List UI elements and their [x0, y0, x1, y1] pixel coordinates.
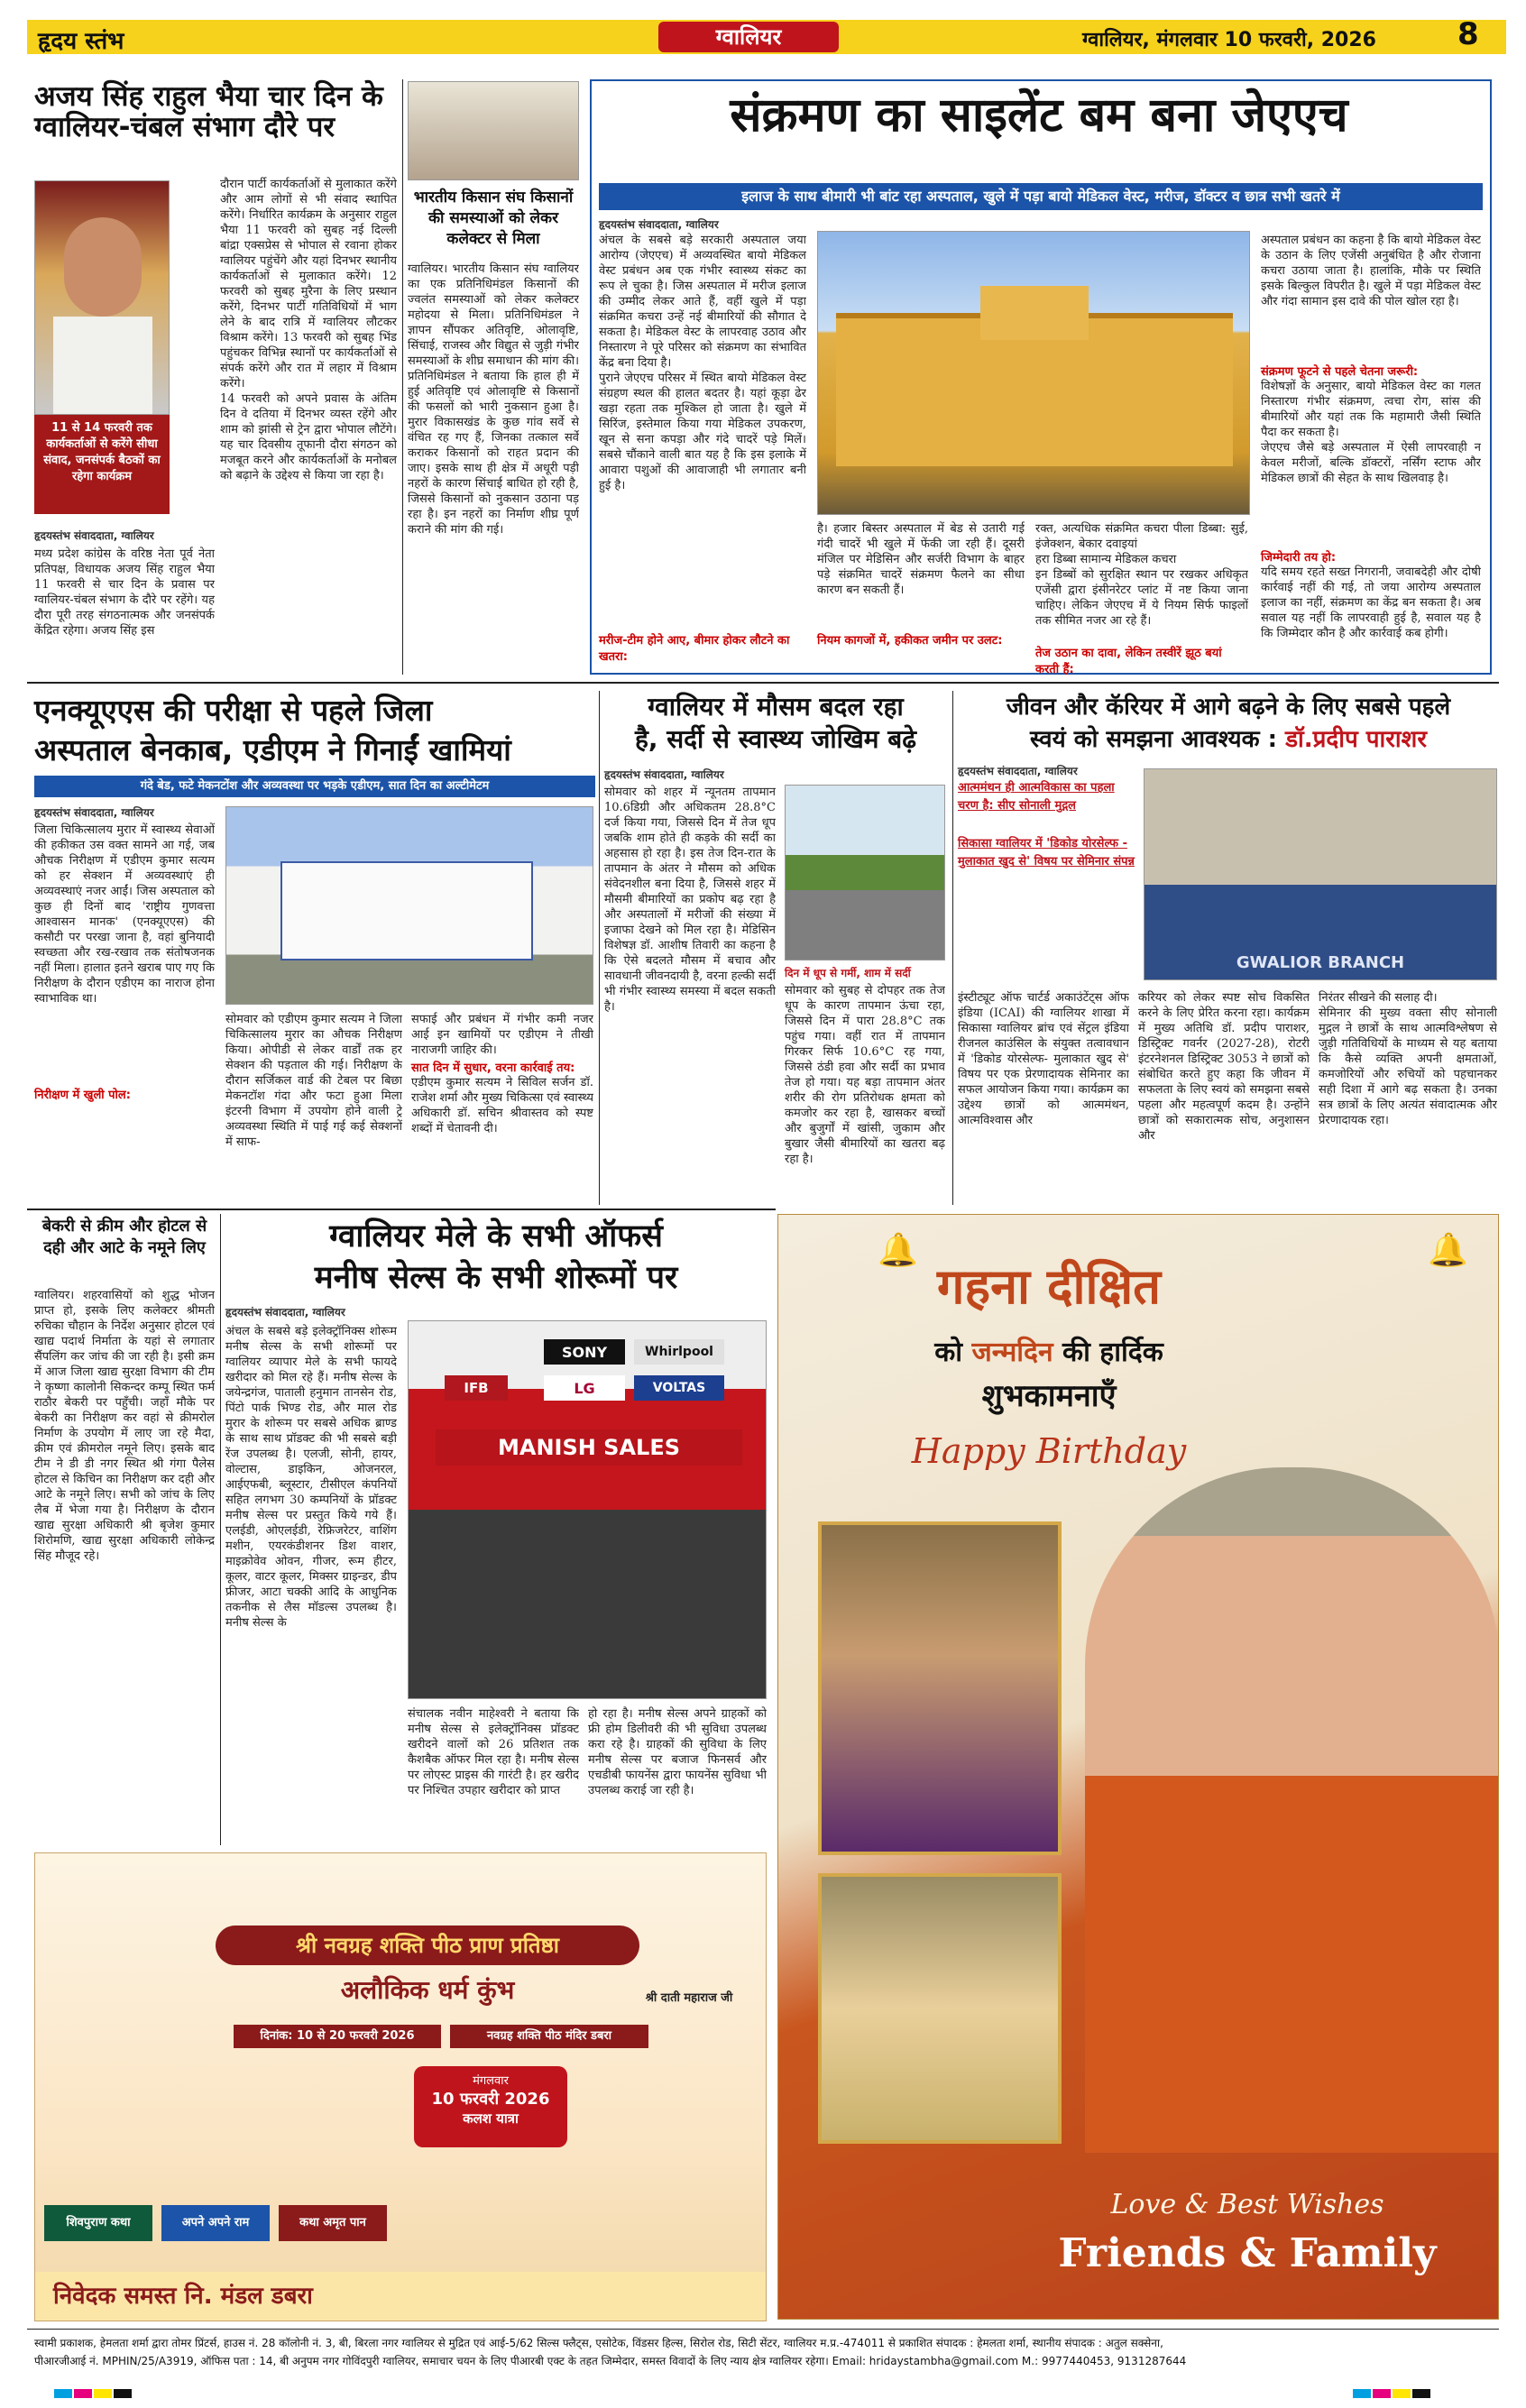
story5-headline: ग्वालियर में मौसम बदल रहा है, सर्दी से स्वास्थ्य जोखिम बढ़े: [635, 692, 916, 754]
brand-lg: LG: [544, 1375, 625, 1401]
story6-body1: इंस्टीट्यूट ऑफ चार्टर्ड अकाउंटेंट्स ऑफ इंडिया (ICAI) की ग्वालियर शाखा में सिकासा ग्वालियर ब्रांच एवं सेंट्रल इंडिया रीजनल काउंसिल के संयुक्त तत्वावधान में 'डिकोड योरसेल्फ- मुलाकात खुद से' विषय पर एक प्रेरणादायक सेमिनार का सफल आयोजन किया गया। कार्यक्रम का उद्देश्य छात्रों को आत्ममंथन, आत्मविश्वास और: [958, 991, 1129, 1127]
story5-byline: हृदयस्तंभ संवाददाता, ग्वालियर: [604, 768, 724, 781]
ad-temple-subtitle: अलौकिक धर्म कुंभ: [340, 1975, 515, 2005]
masthead: [0, 0, 1526, 70]
story3-body4b: विशेषज्ञों के अनुसार, बायो मेडिकल वेस्ट का गलत निस्तारण गंभीर संक्रमण, त्वचा रोग, सांस की बीमारियों और यहां तक कि महामारी जैसी स्थिति पैदा कर सकता है। जेएएच जैसे बड़े अस्पताल में ऐसी लापरवाही न केवल मरीजों, बल्कि डॉक्टरों, नर्सिंग स्टाफ और मेडिकल छात्रों की सेहत के साथ खिलवाड़ है।: [1261, 380, 1481, 485]
brand-ifb: IFB: [445, 1375, 508, 1401]
story1-body2: दौरान पार्टी कार्यकर्ताओं से मुलाकात करेंगे और आम लोगों से भी संवाद स्थापित करेंगे। निर्धारित कार्यक्रम के अनुसार राहुल भैया 11 फरवरी को सुबह नई दिल्ली बांद्रा एक्सप्रेस से भोपाल से रवाना होकर ग्वालियर पहुंचेंगे और यहां दिनभर स्थानीय कार्यकर्ताओं से मुलाकात करेंगे। 12 फरवरी को सुबह मुरैना के लिए प्रस्थान करेंगे, दिनभर पार्टी गतिविधियों में भाग लेने के बाद रात्रि में ग्वालियर लौटकर विश्राम करेंगे। 13 फरवरी को सुबह भिंड पहुंचकर विभिन्न स्थानों पर कार्यकर्ताओं से संपर्क करेंगे और रात में लहार में विश्राम करेंगे। 14 फरवरी को अपने प्रवास के अंतिम दिन वे दतिया में दिनभर व्यस्त रहेंगे और शाम को झांसी से ट्रेन द्वारा भोपाल लौटेंगे। यह चार दिवसीय तूफानी दौरा संगठन को मजबूत करने और कार्यकर्ताओं के मनोबल को बढ़ाने के उद्देश्य से किया जा रहा है।: [220, 178, 397, 483]
story8-body1: अंचल के सबसे बड़े इलेक्ट्रॉनिक्स शोरूम मनीष सेल्स के सभी शोरूमों पर ग्वालियर व्यापार मेले के सभी फायदे खरीदार को मिल रहे हैं। मनीष सेल्स के जयेन्द्रगंज, पाताली हनुमान तानसेन रोड, पिंटो पार्क भिण्ड रोड, और माल रोड मुरार के शोरूम पर सबसे अधिक ब्राण्ड के साथ साथ प्रॉडक्ट की भी सबसे बड़ी रेंज उपलब्ध है। एलजी, सोनी, हायर, वोल्टास, डाइकिन, ओजनरल, आईएफबी, ब्लूस्टार, टीसीएल कंपनियों सहित लगभग 30 कम्पनियों के प्रॉडक्ट मनीष सेल्स पर प्रस्तुत किये गये हैं। एलईडी, ओएलईडी, रेफ्रिजरेटर, वाशिंग मशीन, एयरकंडीशनर डिश वाशर, माइक्रोवेव ओवन, गीजर, रूम हीटर, कूलर, वाटर कूलर, मिक्सर ग्राइन्डर, डीप फ्रीजर, आटा चक्की आदि के आधुनिक तकनीक से लैस मॉडल्स उपलब्ध है। मनीष सेल्स के: [225, 1325, 397, 1630]
story8-shop-photo: [408, 1320, 767, 1699]
brand-voltas: VOLTAS: [634, 1375, 724, 1401]
story4-body2: सोमवार को एडीएम कुमार सत्यम ने जिला चिकित्सालय मुरार का औचक निरीक्षण किया। ओपीडी से लेकर वार्डों तक हर सेक्शन की पड़ताल की गई। निरीक्षण के दौरान सर्जिकल वार्ड की टेबल पर बिछा मेकनटॉश गंदा और फटा हुआ मिला इंटरनी विभाग में उपयोग होने वाली ट्रे अव्यवस्था स्थिति में पाई गई कई सेक्शनों में साफ-: [225, 1013, 402, 1149]
story7-headline: बेकरी से क्रीम और होटल से दही और आटे के नमूने लिए: [41, 1217, 207, 1257]
story6-body3: निरंतर सीखने की सलाह दी। सेमिनार की मुख्य वक्ता सीए सोनाली मुद्गल ने छात्रों के साथ आत्मविश्लेषण से जुड़ी गतिविधियों के माध्यम से यह बताया कि कैसे व्यक्ति अपनी क्षमताओं, कमजोरियों और रुचियों को पहचानकर सही दिशा में आगे बढ़ सकता है। उनका सत्र छात्रों के लिए अत्यंत संवादात्मक और प्रेरणादायक रहा।: [1319, 991, 1497, 1127]
story4-body1: जिला चिकित्सालय मुरार में स्वास्थ्य सेवाओं की हकीकत उस वक्त सामने आ गई, जब औचक निरीक्षण में एडीएम कुमार सत्यम को हर सेक्शन में अव्यवस्थाएं ही अव्यवस्थाएं नजर आईं। जिस अस्पताल को कुछ ही दिनों बाद 'राष्ट्रीय गुणवत्ता आश्वासन मानक' (एनक्यूएएस) की कसौटी पर परखा जाना है, वहां बुनियादी स्वच्छता और रख-रखाव तक संतोषजनक नहीं मिला। हालात इतने खराब पाए गए कि निरीक्षण के दौरान एडीएम का नाराज होना स्वाभाविक था।: [34, 823, 215, 1006]
ad-birthday-wishes: Love & Best Wishes: [1110, 2189, 1384, 2220]
story3-sub2: नियम कागजों में, हकीकत जमीन पर उलट:: [817, 634, 1003, 648]
color-registration-bar: [1353, 2385, 1432, 2402]
story8-headline: ग्वालियर मेले के सभी ऑफर्स मनीष सेल्स के सभी शोरूमों पर: [314, 1218, 678, 1296]
imprint-line2: पीआरजीआई नं. MPHIN/25/A3919, ऑफिस पता : 14, बी अनुपम नगर गोविंदपुरी ग्वालियर, समाचार चयन के लिए पीआरबी एक्ट के तहत जिम्मेदार, समस्त विवादों के लिए न्याय क्षेत्र ग्वालियर रहेगा। Email: hridaystambha@gmail.com M.: 9977440453, 9131287644: [34, 2355, 1187, 2367]
ad-temple-event-1: शिवपुराण कथा: [44, 2205, 152, 2241]
story4-body3: सफाई और प्रबंधन में गंभीर कमी नजर आई इन खामियों पर एडीएम ने तीखी नाराजगी जाहिर की।: [411, 1013, 593, 1057]
story4-sub1: निरीक्षण में खुली पोल:: [34, 1089, 131, 1102]
story8-body2: संचालक नवीन माहेश्वरी ने बताया कि मनीष सेल्स से इलेक्ट्रॉनिक्स प्रॉडक्ट खरीदने वालों को 26 प्रतिशत तक कैशबैक ऑफर मिल रहा है। मनीष सेल्स पर लोएस्ट प्राइस की गारंटी है। हर खरीद पर निश्चित उपहार खरीदार को प्राप्त: [408, 1707, 579, 1797]
story2-body: ग्वालियर। भारतीय किसान संघ ग्वालियर का एक प्रतिनिधिमंडल किसानों की ज्वलंत समस्याओं को लेकर कलेक्टर महोदया से मिला। प्रतिनिधिमंडल ने ज्ञापन सौंपकर अतिवृष्टि, ओलावृष्टि, सिंचाई, राजस्व और विद्युत से जुड़ी गंभीर समस्याओं के शीघ्र समाधान की मांग की। प्रतिनिधिमंडल ने बताया कि हाल ही में हुई अतिवृष्टि एवं ओलावृष्टि से किसानों की फसलों को भारी नुकसान हुआ है। मुरार विकासखंड के कुछ गांव सर्वे से वंचित रह गए हैं, जिनका तत्काल सर्वे कराकर किसानों को राहत प्रदान की जाए। इसके साथ ही क्षेत्र में अधूरी पड़ी नहरों के कारण सिंचाई बाधित हो रही है, जिससे किसानों को नुकसान उठाना पड़ रहा है। इन नहरों का निर्माण शीघ्र पूर्ण कराने की मांग की गई।: [408, 262, 579, 537]
story1-body1: मध्य प्रदेश कांग्रेस के वरिष्ठ नेता पूर्व नेता प्रतिपक्ष, विधायक अजय सिंह राहुल भैया 11 फरवरी से चार दिन के प्रवास पर ग्वालियर-चंबल संभाग के दौरे पर रहेंगे। यह दौरा पूरी तरह संगठनात्मक और जनसंपर्क केंद्रित रहेगा। अजय सिंह इस: [34, 547, 215, 638]
story4-body3b: एडीएम कुमार सत्यम ने सिविल सर्जन डॉ. राजेश शर्मा और मुख्य चिकित्सा एवं स्वास्थ्य अधिकारी डॉ. सचिन श्रीवास्तव को स्पष्ट शब्दों में चेतावनी दी।: [411, 1076, 593, 1135]
story6-headline: जीवन और कॅरियर में आगे बढ़ने के लिए सबसे पहले स्वयं को समझना आवश्यक : डॉ.प्रदीप पाराशर: [1006, 694, 1451, 753]
story4-sub2: सात दिन में सुधार, वरना कार्रवाई तय:: [411, 1062, 575, 1075]
issue-date: ग्वालियर, मंगलवार 10 फरवरी, 2026: [1082, 29, 1376, 51]
bell-icon: 🔔: [1428, 1232, 1468, 1269]
bell-icon: 🔔: [878, 1232, 918, 1269]
ad-birthday-script: Happy Birthday: [911, 1431, 1187, 1471]
color-registration-bar: [54, 2385, 133, 2402]
story6-headline-name: डॉ.प्रदीप पाराशर: [1285, 726, 1427, 753]
story4-hospital-photo: [225, 806, 593, 1005]
ad-birthday-portrait1: [818, 1521, 1062, 1855]
story8-byline: हृदयस्तंभ संवाददाता, ग्वालियर: [225, 1306, 345, 1319]
story1-headline: अजय सिंह राहुल भैया चार दिन के ग्वालियर-चंबल संभाग दौरे पर: [34, 80, 383, 144]
story6-group-photo: [1144, 768, 1497, 980]
ad-temple-venue: नवग्रह शक्ति पीठ मंदिर डबरा: [450, 2025, 648, 2048]
story7-body: ग्वालियर। शहरवासियों को शुद्ध भोजन प्राप्त हो, इसके लिए कलेक्टर श्रीमती रुचिका चौहान के निर्देश अनुसार होटल एवं खाद्य पदार्थ निर्माता के यहां से लगातार सैंपलिंग कर जांच की जा रही है। इसी क्रम में आज जिला खाद्य सुरक्षा विभाग की टीम ने कृष्णा कालोनी सिकन्दर कम्पू स्थित फर्म राठौर बेकरी पर पहुँची। जहाँ मौके पर बेकरी का निरीक्षण कर वहां से क्रीमरोल निर्माण के उपयोग में लाए जा रहे मैदा, क्रीम एवं क्रीमरोल नमूने लिए। इसके बाद टीम ने डी डी नगर स्थित श्री गंगा पैलेस होटल से किचिन का निरीक्षण कर दही और आटे के नमूने लिए। सभी को जांच के लिए लैब में भेजा गया है। निरीक्षण के दौरान खाद्य सुरक्षा अधिकारी श्री बृजेश कुमार शिरोमणि, खाद्य सुरक्षा अधिकारी लोकेन्द्र सिंह मौजूद रहे।: [34, 1289, 215, 1563]
ad-temple-title: श्री नवग्रह शक्ति पीठ प्राण प्रतिष्ठा: [216, 1925, 639, 1965]
ad-birthday: [777, 1214, 1499, 2320]
story1-byline: हृदयस्तंभ संवाददाता, ग्वालियर: [34, 529, 154, 542]
story6-strap: आत्ममंथन ही आत्मविकास का पहला चरण है: सीए सोनाली मुद्गल: [958, 781, 1115, 813]
story6-byline: हृदयस्तंभ संवाददाता, ग्वालियर: [958, 765, 1078, 777]
story4-byline: हृदयस्तंभ संवाददाता, ग्वालियर: [34, 806, 154, 819]
story3-strap: इलाज के साथ बीमारी भी बांट रहा अस्पताल, खुले में पड़ा बायो मेडिकल वेस्ट, मरीज, डॉक्टर व छात्र सभी खतरे में: [599, 183, 1483, 210]
imprint: [34, 2334, 1495, 2370]
ad-birthday-portrait-main: [1085, 1467, 1499, 2153]
story6-body2: करियर को लेकर स्पष्ट सोच विकसित करने के लिए प्रेरित करना रहा। कार्यक्रम में मुख्य अतिथि डॉ. प्रदीप पाराशर, डिस्ट्रिक्ट गवर्नर (2027-28), रोटरी इंटरनेशनल डिस्ट्रिक्ट 3053 ने छात्रों को संबोधित करते हुए कहा कि जीवन में सफलता के लिए स्वयं को समझना सबसे पहला और महत्वपूर्ण कदम है। उन्होंने छात्रों को सकारात्मक सोच, अनुशासन और: [1138, 991, 1310, 1143]
ad-birthday-line2: शुभकामनाएँ: [981, 1378, 1117, 1414]
story5-body2: सोमवार को सुबह से दोपहर तक तेज धूप के कारण तापमान ऊंचा रहा, जिससे दिन में पारा 28.8°C तक पहुंच गया। वहीं रात में तापमान गिरकर सिर्फ 10.6°C रह गया, जिससे ठंडी हवा और सर्दी का प्रभाव तेज हो गया। यह बड़ा तापमान अंतर शरीर की रोग प्रतिरोधक क्षमता को कमजोर कर रहा है, खासकर बच्चों और बुजुर्गों में खांसी, जुकाम और बुखार जैसी बीमारियों का खतरा बढ़ रहा है।: [785, 984, 945, 1166]
story5-body1: सोमवार को शहर में न्यूनतम तापमान 10.6डिग्री और अधिकतम 28.8°C दर्ज किया गया, जिससे दिन में तेज धूप जबकि शाम होते ही कड़के की सर्दी का अहसास हो रहा है। इस तेज दिन-रात के तापमान के अंतर ने मौसम को अधिक संवेदनशील बना दिया है, जिससे शहर में मौसमी बीमारियों का प्रकोप बढ़ रहा है और अस्पतालों में मरीजों की संख्या में इजाफा देखने को मिल रहा है। मेडिसिन विशेषज्ञ डॉ. आशीष तिवारी का कहना है कि ऐसे बदलते मौसम में बचाव और सावधानी जीवनदायी है, वरना हल्की सर्दी भी गंभीर स्वास्थ्य समस्या में बदल सकती है।: [604, 786, 776, 1014]
ad-temple-dates: दिनांक: 10 से 20 फरवरी 2026: [234, 2025, 441, 2048]
story5-road-photo: [785, 785, 945, 960]
ad-birthday-from: Friends & Family: [1058, 2230, 1437, 2276]
story3-body4c: यदि समय रहते सख्त निगरानी, जवाबदेही और दोषी कार्रवाई नहीं की गई, तो जया आरोग्य अस्पताल इलाज का नहीं, संक्रमण का केंद्र बन सकता है। अब सवाल यह नहीं कि लापरवाही हुई है, सवाल यह है कि जिम्मेदार कौन है और कार्रवाई कब होगी।: [1261, 565, 1481, 640]
ad-temple-event-3: कथा अमृत पान: [279, 2205, 387, 2241]
story3-sub3: तेज उठान का दावा, लेकिन तस्वीरें झूठ बयां करती हैं:: [1035, 647, 1222, 676]
story3-body2: है। हजार बिस्तर अस्पताल में बेड से उतारी गई गंदी चादरें भी खुले में फेंकी जा रही हैं। दूसरी मंजिल पर मेडिसिन और सर्जरी विभाग के बाहर पड़े संक्रमित चादरें संक्रमण फैलने का सीधा कारण बन सकती हैं।: [817, 522, 1025, 597]
story4-headline: एनक्यूएएस की परीक्षा से पहले जिला अस्पताल बेनकाब, एडीएम ने गिनाईं खामियां: [34, 693, 511, 767]
story2-photo: [408, 81, 579, 180]
ad-temple-footer: निवेदक समस्त नि. मंडल डबरा: [35, 2272, 766, 2321]
story3-body4: अस्पताल प्रबंधन का कहना है कि बायो मेडिकल वेस्ट के उठान के लिए एजेंसी अनुबंधित है और रोजाना कचरा उठाया जाता है। हालांकि, मौके पर स्थिति इसके बिल्कुल विपरीत है। खुले में पड़ा मेडिकल वेस्ट और गंदा सामान इस दावे की पोल खोल रहा है।: [1261, 234, 1481, 308]
story3-byline: हृदयस्तंभ संवाददाता, ग्वालियर: [599, 218, 719, 231]
story3-sub1: मरीज-टीम होने आए, बीमार होकर लौटने का खतरा:: [599, 634, 790, 664]
ad-birthday-portrait2: [818, 1873, 1062, 2144]
paper-name: हृदय स्तंभ: [38, 28, 124, 55]
brand-sony: SONY: [544, 1339, 625, 1365]
ad-temple-event-2: अपने अपने राम: [161, 2205, 270, 2241]
story8-body3: हो रहा है। मनीष सेल्स अपने ग्राहकों को फ्री होम डिलीवरी की भी सुविधा उपलब्ध करा रहे है। ग्राहकों की सुविधा के लिए मनीष सेल्स पर बजाज फिनसर्व और एचडीबी फायनेंस द्वारा फायनेंस सुविधा भी उपलब्ध कराई जा रही है।: [588, 1707, 767, 1797]
story2-headline: भारतीय किसान संघ किसानों की समस्याओं को लेकर कलेक्टर से मिला: [413, 188, 574, 248]
ad-temple-guru: श्री दाती महाराज जी: [645, 1991, 733, 2005]
story6-sub-red: सिकासा ग्वालियर में 'डिकोड योरसेल्फ - मुलाकात खुद से' विषय पर सेमिनार संपन्न: [958, 837, 1135, 869]
ad-temple-kalash: मंगलवार 10 फरवरी 2026 कलश यात्रा: [414, 2066, 567, 2147]
story3-hospital-photo: [817, 231, 1250, 515]
story1-photo: [34, 180, 170, 415]
ad-birthday-line1: को जन्मदिन की हार्दिक: [934, 1337, 1163, 1368]
story3-headline: संक्रमण का साइलेंट बम बना जेएएच: [730, 88, 1348, 142]
story6-banner: GWALIOR BRANCH: [1236, 953, 1405, 972]
shop-sign: MANISH SALES: [436, 1429, 742, 1466]
section-label: ग्वालियर: [658, 22, 839, 52]
story5-photo-caption: दिन में धूप से गर्मी, शाम में सर्दी: [785, 967, 911, 979]
ad-temple: [34, 1852, 767, 2321]
story1-photo-caption: 11 से 14 फरवरी तक कार्यकर्ताओं से करेंगे सीधा संवाद, जनसंपर्क बैठकों का रहेगा कार्यक्रम: [34, 415, 170, 514]
story3-body3: रक्त, अत्यधिक संक्रमित कचरा पीला डिब्बा: सुई, इंजेक्शन, बेकार दवाइयां हरा डिब्बा सामान्य मेडिकल कचरा इन डिब्बों को सुरक्षित स्थान पर रखकर अधिकृत एजेंसी द्वारा इंसीनरेटर प्लांट में नष्ट किया जाना चाहिए। लेकिन जेएएच में ये नियम सिर्फ फाइलों तक सीमित नजर आ रहे हैं।: [1035, 522, 1248, 628]
page-number: 8: [1457, 16, 1479, 52]
imprint-line1: स्वामी प्रकाशक, हेमलता शर्मा द्वारा तोमर प्रिंटर्स, हाउस नं. 28 कॉलोनी नं. 3, बी, बिरला नगर ग्वालियर से मुद्रित एवं आई-5/62 सिल्स फ्लैट्स, एसोटेक, विंडसर हिल्स, सिरोल रोड, सिटी सेंटर, ग्वालियर म.प्र.-474011 से प्रकाशित संपादक : हेमलता शर्मा, स्थानीय संपादक : अतुल सक्सेना,: [34, 2337, 1163, 2349]
brand-whirlpool: Whirlpool: [634, 1339, 724, 1365]
story3-sub4: संक्रमण फूटने से पहले चेतना जरूरी:: [1261, 365, 1419, 379]
ad-birthday-name: गहना दीक्षित: [937, 1258, 1161, 1315]
story4-strap: गंदे बेड, फटे मेकनटोंश और अव्यवस्था पर भड़के एडीएम, सात दिन का अल्टीमेटम: [34, 776, 595, 797]
story3-sub5: जिम्मेदारी तय हो:: [1261, 551, 1337, 565]
story3-body1: अंचल के सबसे बड़े सरकारी अस्पताल जया आरोग्य (जेएएच) में अव्यवस्थित बायो मेडिकल वेस्ट प्रबंधन अब एक गंभीर स्वास्थ्य संकट का रूप ले चुका है। जिस अस्पताल में मरीज इलाज की उम्मीद लेकर आते हैं, वहीं खुले में पड़ा संक्रमित कचरा उन्हें नई बीमारियों की सौगात दे सकता है। मेडिकल वेस्ट के लापरवाह उठाव और निस्तारण ने पूरे परिसर को संक्रमण का संभावित केंद्र बना दिया है। पुराने जेएएच परिसर में स्थित बायो मेडिकल वेस्ट संग्रहण स्थल की हालत बदतर है। यहां कूड़ा ढेर खड़ा रहता तक मुश्किल हो जाता है। खुले में सिरिंज, इस्तेमाल किया गया मेडिकल उपकरण, खून से सना कपड़ा और गंदे चादरें पड़े मिलें। सबसे चौंकाने वाली बात यह है कि इस इलाके में आवारा पशुओं की आवाजाही भी लगातार बनी हुई है।: [599, 234, 806, 492]
